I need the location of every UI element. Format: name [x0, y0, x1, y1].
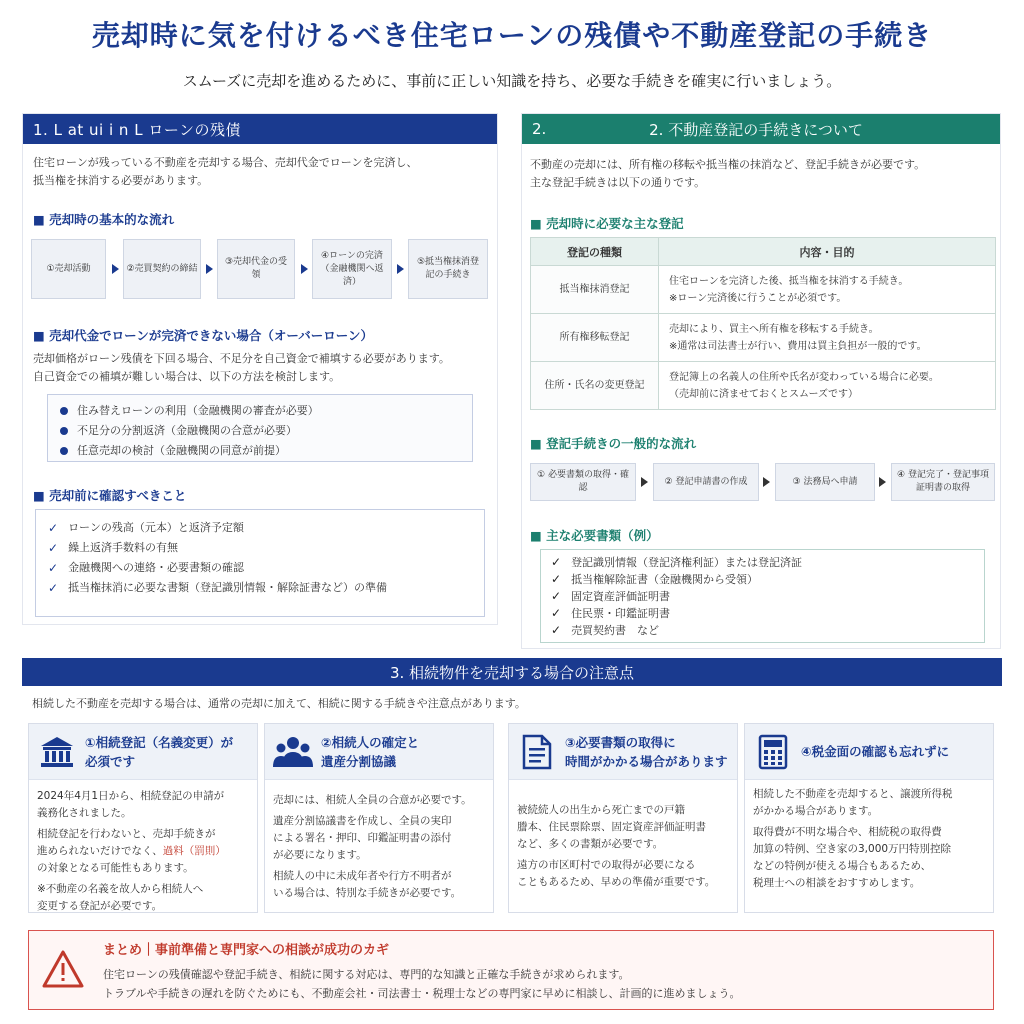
checkmark-icon: ✓	[48, 541, 59, 555]
card-line: 進められないだけでなく、	[37, 845, 163, 857]
intro-line: 住宅ローンが残っている不動産を売却する場合、売却代金でローンを完済し、	[33, 156, 418, 169]
section-registration-panel	[521, 113, 1001, 649]
overloan-heading: ■ 売却代金でローンが完済できない場合（オーバーローン）	[33, 328, 374, 343]
bullet-icon	[60, 427, 68, 435]
card-body	[509, 780, 737, 901]
card-body	[265, 780, 493, 912]
flow-step-label: ④ローンの完済（金融機関へ返済）	[320, 250, 384, 287]
registration-types-heading: ■ 売却時に必要な主な登記	[530, 216, 684, 231]
card-title	[85, 733, 233, 771]
list-item	[60, 441, 460, 461]
inheritance-card	[264, 723, 494, 913]
page-title: 売却時に気を付けるべき住宅ローンの残債や不動産登記の手続き	[91, 19, 933, 52]
registration-desc-cell	[659, 362, 996, 410]
registration-type-cell: 所有権移転登記	[531, 314, 659, 362]
card-title	[801, 742, 949, 761]
overloan-line: 自己資金での補填が難しい場合は、以下の方法を検討します。	[33, 370, 341, 383]
card-title-line: ②相続人の確定と	[321, 734, 420, 750]
card-line: 変更する登記が必要です。	[37, 900, 163, 912]
card-line: が必要になります。	[273, 849, 367, 861]
registration-type-cell: 抵当権抹消登記	[531, 266, 659, 314]
card-line: 遠方の市区町村での取得が必要になる	[517, 859, 696, 871]
list-item	[48, 538, 472, 558]
document-icon	[517, 732, 557, 772]
card-title-line: 遺産分割協議	[321, 753, 397, 769]
document-label: 住民票・印鑑証明書	[571, 607, 671, 620]
section-registration-number: 2.	[532, 120, 547, 138]
card-title	[321, 733, 419, 771]
list-item	[551, 571, 974, 588]
arrow-right-icon	[879, 477, 886, 487]
card-paragraph	[273, 813, 485, 864]
card-line: 義務化されました。	[37, 807, 132, 819]
checkmark-icon: ✓	[48, 561, 59, 575]
desc-line: 登記簿上の名義人の住所や氏名が変わっている場合に必要。	[669, 371, 939, 383]
flow-step	[408, 239, 488, 299]
card-line: による署名・押印、印鑑証明書の添付	[273, 832, 452, 844]
flow-step-label: ②売買契約の締結	[126, 263, 198, 274]
card-title-line: 時間がかかる場合があります	[565, 753, 728, 769]
section-loan-intro	[33, 154, 418, 190]
arrow-right-icon	[397, 264, 404, 274]
card-line: 2024年4月1日から、相続登記の申請が	[37, 790, 225, 802]
required-documents-list	[540, 549, 985, 643]
document-label: 抵当権解除証書（金融機関から受領）	[571, 573, 759, 586]
card-paragraph	[273, 868, 485, 902]
checkmark-icon: ✓	[551, 555, 562, 569]
required-documents-heading: ■ 主な必要書類（例）	[530, 528, 659, 543]
list-item	[48, 518, 472, 538]
section-inheritance-header	[22, 658, 1002, 686]
card-paragraph	[753, 824, 985, 892]
list-item	[551, 554, 974, 571]
card-paragraph	[517, 802, 729, 853]
registration-desc-cell	[659, 314, 996, 362]
card-paragraph	[37, 826, 249, 877]
list-item	[60, 401, 460, 421]
flow-step-label: ③ 法務局へ申請	[792, 476, 858, 487]
card-title	[565, 733, 728, 771]
document-label: 固定資産評価証明書	[571, 590, 671, 603]
arrow-right-icon	[763, 477, 770, 487]
option-label: 任意売却の検討（金融機関の同意が前提）	[77, 444, 286, 457]
desc-line: （売却前に済ませておくとスムーズです）	[669, 388, 858, 400]
check-heading: ■ 売却前に確認すべきこと	[33, 488, 187, 503]
bullet-icon	[60, 407, 68, 415]
overloan-line: 売却価格がローン残債を下回る場合、不足分を自己資金で補填する必要があります。	[33, 352, 450, 365]
table-row	[531, 266, 996, 314]
summary-line: 住宅ローンの残債確認や登記手続き、相続に関する対応は、専門的な知識と正確な手続きが求められます。	[103, 968, 630, 981]
registration-desc-cell	[659, 266, 996, 314]
flow-heading: ■ 売却時の基本的な流れ	[33, 212, 175, 227]
flow-step	[653, 463, 759, 501]
section-inheritance-heading: 3. 相続物件を売却する場合の注意点	[389, 663, 635, 682]
check-label: 金融機関への連絡・必要書類の確認	[68, 561, 245, 574]
registration-flow-heading: ■ 登記手続きの一般的な流れ	[530, 436, 697, 451]
registration-table	[530, 237, 996, 410]
card-line: の対象となる可能性もあります。	[37, 862, 194, 874]
card-line: 税理士への相談をおすすめします。	[753, 877, 921, 889]
table-header-row	[531, 238, 996, 266]
card-title-line: ①相続登記（名義変更）が	[85, 734, 234, 750]
section-registration-heading: 2. 不動産登記の手続きについて	[649, 120, 863, 139]
card-line: 相続登記を行わないと、売却手続きが	[37, 828, 216, 840]
flow-step	[530, 463, 636, 501]
checkmark-icon: ✓	[551, 589, 562, 603]
section-registration-header	[522, 114, 1000, 144]
desc-line: 住宅ローンを完済した後、抵当権を抹消する手続き。	[669, 275, 909, 287]
section-loan-heading: 1. L at ui i n L ローンの残債	[33, 120, 242, 139]
card-paragraph	[37, 881, 249, 915]
flow-step-label: ④ 登記完了・登記事項証明書の取得	[897, 470, 989, 493]
card-line: 加算の特例、空き家の3,000万円特別控除	[753, 843, 952, 855]
card-line: 遺産分割協議書を作成し、全員の実印	[273, 815, 452, 827]
overloan-text	[33, 350, 450, 386]
flow-step	[312, 239, 392, 299]
checkmark-icon: ✓	[551, 572, 562, 586]
bank-icon	[37, 732, 77, 772]
card-body	[745, 780, 993, 902]
arrow-right-icon	[206, 264, 213, 274]
list-item	[48, 578, 472, 598]
flow-step-label: ② 登記申請書の作成	[664, 476, 748, 487]
section-registration-intro	[530, 156, 925, 192]
card-line: こともあるため、早めの準備が重要です。	[517, 876, 716, 888]
card-header	[745, 724, 993, 780]
calculator-icon	[753, 732, 793, 772]
arrow-right-icon	[641, 477, 648, 487]
card-title-line: 必須です	[85, 753, 136, 769]
list-item	[60, 421, 460, 441]
summary-text	[103, 965, 741, 1003]
card-title-line: ③必要書類の取得に	[565, 734, 676, 750]
flow-step	[123, 239, 201, 299]
document-label: 登記識別情報（登記済権利証）または登記済証	[571, 556, 803, 569]
card-header	[29, 724, 257, 780]
flow-step	[775, 463, 875, 501]
card-paragraph	[37, 788, 249, 822]
flow-step	[217, 239, 295, 299]
card-line: 謄本、住民票除票、固定資産評価証明書	[517, 821, 706, 833]
inheritance-card	[744, 723, 994, 913]
intro-line: 不動産の売却には、所有権の移転や抵当権の抹消など、登記手続きが必要です。	[530, 158, 926, 171]
card-line: がかかる場合があります。	[753, 805, 879, 817]
desc-line: 売却により、買主へ所有権を移転する手続き。	[669, 323, 879, 335]
section-loan-panel	[22, 113, 498, 625]
list-item	[551, 622, 974, 639]
option-label: 不足分の分割返済（金融機関の合意が必要）	[77, 424, 297, 437]
card-header	[265, 724, 493, 780]
people-icon	[273, 732, 313, 772]
flow-step-label: ① 必要書類の取得・確認	[537, 470, 629, 493]
card-paragraph	[517, 857, 729, 891]
list-item	[551, 588, 974, 605]
summary-line: トラブルや手続きの遅れを防ぐためにも、不動産会社・司法書士・税理士などの専門家に早めに相談し、計画的に進めましょう。	[103, 987, 741, 1000]
card-line: 取得費が不明な場合や、相続税の取得費	[753, 826, 942, 838]
page-subtitle: スムーズに売却を進めるために、事前に正しい知識を持ち、必要な手続きを確実に行いましょう。	[182, 72, 842, 90]
check-label: ローンの残高（元本）と返済予定額	[68, 521, 244, 534]
flow-step-label: ③売却代金の受領	[224, 257, 288, 280]
bullet-icon	[60, 447, 68, 455]
check-list	[35, 509, 485, 617]
intro-line: 主な登記手続きは以下の通りです。	[530, 176, 706, 189]
flow-step-label: ⑤抵当権抹消登記の手続き	[416, 257, 480, 280]
inheritance-card	[508, 723, 738, 913]
desc-line: ※ローン完済後に行うことが必須です。	[669, 292, 847, 304]
table-row	[531, 314, 996, 362]
card-paragraph	[753, 786, 985, 820]
column-header: 内容・目的	[659, 238, 996, 266]
card-header	[509, 724, 737, 780]
document-label: 売買契約書 など	[571, 624, 660, 637]
check-label: 繰上返済手数料の有無	[68, 541, 179, 554]
list-item	[551, 605, 974, 622]
card-line: ※不動産の名義を故人から相続人へ	[37, 883, 204, 895]
check-label: 抵当権抹消に必要な書類（登記識別情報・解除証書など）の準備	[68, 581, 388, 594]
option-label: 住み替えローンの利用（金融機関の審査が必要）	[77, 404, 319, 417]
summary-title: まとめ｜事前準備と専門家への相談が成功のカギ	[103, 943, 390, 958]
card-line: 相続人の中に未成年者や行方不明者が	[273, 870, 452, 882]
card-body	[29, 780, 257, 925]
flow-step-label: ①売却活動	[46, 263, 91, 274]
summary-box	[28, 930, 994, 1010]
warning-icon	[41, 949, 85, 993]
card-line: など、多くの書類が必要です。	[517, 838, 664, 850]
card-line: いる場合は、特別な手続きが必要です。	[273, 887, 462, 899]
card-line: などの特例が使える場合もあるため、	[753, 860, 932, 872]
arrow-right-icon	[112, 264, 119, 274]
intro-line: 抵当権を抹消する必要があります。	[33, 174, 209, 187]
section-loan-header	[23, 114, 497, 144]
card-line: 相続した不動産を売却すると、譲渡所得税	[753, 788, 953, 800]
card-paragraph	[273, 792, 485, 809]
penalty-highlight: 過料（罰則）	[162, 845, 226, 857]
registration-type-cell: 住所・氏名の変更登記	[531, 362, 659, 410]
checkmark-icon: ✓	[551, 606, 562, 620]
checkmark-icon: ✓	[48, 521, 59, 535]
list-item	[48, 558, 472, 578]
flow-step	[31, 239, 106, 299]
overloan-options-list	[47, 394, 473, 462]
checkmark-icon: ✓	[551, 623, 562, 637]
table-row	[531, 362, 996, 410]
card-line: 売却には、相続人全員の合意が必要です。	[273, 794, 472, 806]
section-inheritance-intro: 相続した不動産を売却する場合は、通常の売却に加えて、相続に関する手続きや注意点があります。	[32, 697, 526, 710]
checkmark-icon: ✓	[48, 581, 59, 595]
desc-line: ※通常は司法書士が行い、費用は買主負担が一般的です。	[669, 340, 927, 352]
card-title-line: ④税金面の確認も忘れずに	[801, 744, 950, 759]
arrow-right-icon	[301, 264, 308, 274]
inheritance-card	[28, 723, 258, 913]
card-line: 被続続人の出生から死亡までの戸籍	[517, 804, 685, 816]
flow-step	[891, 463, 995, 501]
column-header: 登記の種類	[531, 238, 659, 266]
